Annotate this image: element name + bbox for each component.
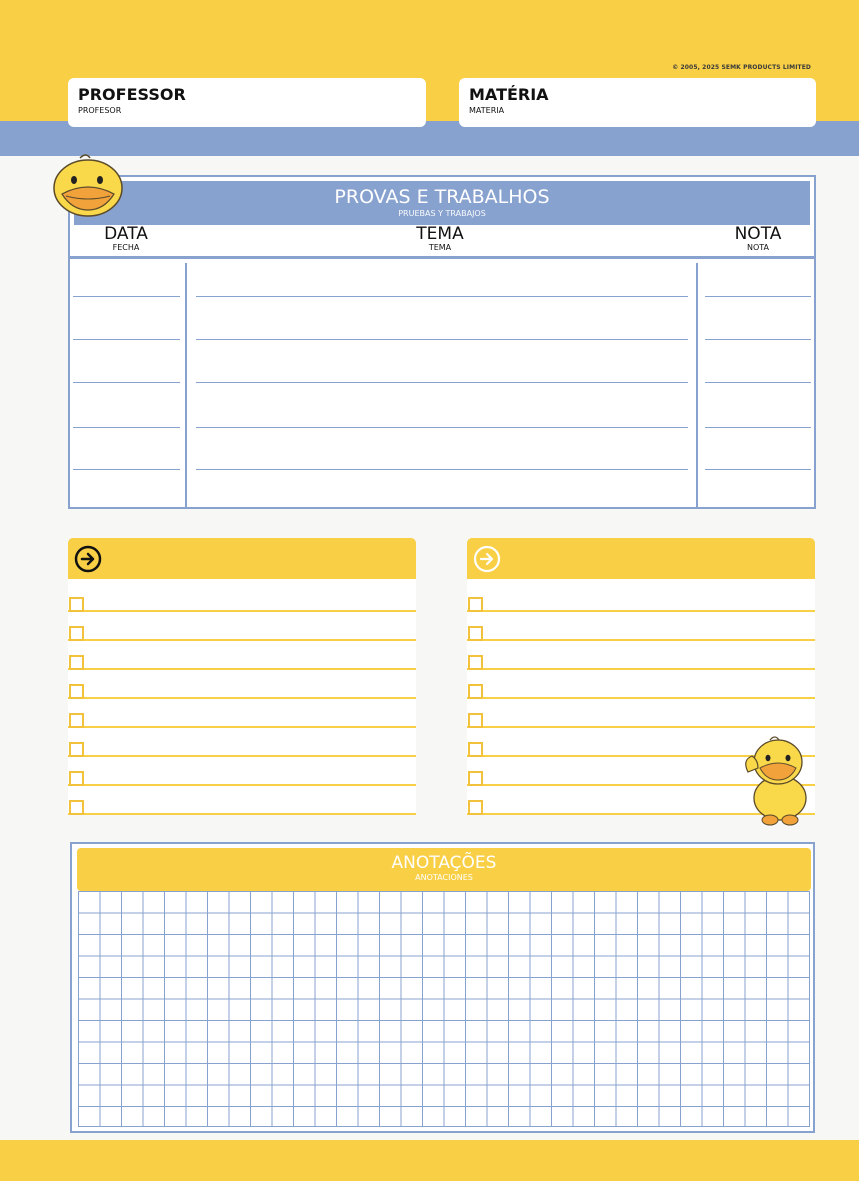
column-sublabel: TEMA (428, 243, 452, 252)
list-item[interactable] (467, 670, 815, 699)
table-row-line[interactable] (73, 296, 180, 297)
table-row-line[interactable] (196, 296, 688, 297)
checkbox[interactable] (69, 626, 84, 641)
column-sublabel: FECHA (112, 243, 140, 252)
column-label: TEMA (416, 224, 464, 244)
list-item[interactable] (68, 786, 416, 815)
materia-label: MATÉRIA (469, 85, 549, 104)
list-item[interactable] (68, 728, 416, 757)
checkbox[interactable] (468, 771, 483, 786)
header-rule (70, 256, 814, 259)
checklist-left (68, 538, 416, 815)
checkbox[interactable] (69, 713, 84, 728)
column-label: NOTA (734, 224, 782, 244)
professor-field[interactable] (68, 78, 426, 127)
notes-section (70, 842, 815, 1133)
table-row-line[interactable] (705, 339, 811, 340)
duck-head-illustration (50, 150, 128, 220)
professor-sublabel: PROFESOR (78, 106, 122, 115)
checkbox[interactable] (69, 742, 84, 757)
table-row-line[interactable] (196, 469, 688, 470)
checkbox[interactable] (69, 800, 84, 815)
checklist-header (467, 538, 815, 579)
checkbox[interactable] (468, 655, 483, 670)
arrow-right-circle-outline-icon (473, 545, 501, 573)
checkbox[interactable] (69, 597, 84, 612)
checkbox[interactable] (69, 771, 84, 786)
table-row-line[interactable] (705, 469, 811, 470)
materia-sublabel: MATERIA (469, 106, 505, 115)
checkbox[interactable] (69, 655, 84, 670)
checkbox[interactable] (468, 742, 483, 757)
table-row-line[interactable] (705, 382, 811, 383)
checkbox[interactable] (468, 626, 483, 641)
professor-label: PROFESSOR (78, 85, 186, 104)
list-item[interactable] (68, 583, 416, 612)
duck-standing-illustration (740, 732, 814, 828)
bottom-yellow-band (0, 1140, 859, 1181)
list-item[interactable] (467, 583, 815, 612)
table-row-line[interactable] (73, 469, 180, 470)
notes-subtitle: ANOTACIONES (415, 873, 473, 882)
list-item[interactable] (68, 699, 416, 728)
checkbox[interactable] (468, 713, 483, 728)
provas-title: PROVAS E TRABALHOS (334, 186, 550, 208)
list-item[interactable] (68, 641, 416, 670)
checkbox[interactable] (69, 684, 84, 699)
list-item[interactable] (68, 612, 416, 641)
checkbox[interactable] (468, 800, 483, 815)
provas-subtitle: PRUEBAS Y TRABAJOS (398, 209, 486, 218)
checkbox[interactable] (468, 597, 483, 612)
materia-field[interactable] (459, 78, 816, 127)
table-row-line[interactable] (196, 339, 688, 340)
table-row-line[interactable] (196, 427, 688, 428)
list-item[interactable] (68, 670, 416, 699)
column-label: DATA (104, 224, 148, 244)
notes-title: ANOTAÇÕES (391, 853, 497, 873)
column-sublabel: NOTA (746, 243, 770, 252)
copyright-notice: © 2005, 2025 SEMK PRODUCTS LIMITED (672, 64, 811, 71)
column-header-nota (710, 225, 806, 252)
provas-table (68, 175, 816, 509)
column-divider (696, 263, 698, 507)
column-divider (185, 263, 187, 507)
table-row-line[interactable] (705, 296, 811, 297)
checklist-header (68, 538, 416, 579)
column-header-data (78, 225, 174, 252)
table-row-line[interactable] (73, 382, 180, 383)
list-item[interactable] (467, 612, 815, 641)
notes-grid[interactable] (78, 891, 810, 1127)
notes-header (77, 848, 811, 891)
arrow-right-circle-icon (74, 545, 102, 573)
provas-header (74, 181, 810, 225)
table-row-line[interactable] (196, 382, 688, 383)
list-item[interactable] (467, 699, 815, 728)
column-header-tema (390, 225, 490, 252)
table-row-line[interactable] (73, 339, 180, 340)
checkbox[interactable] (468, 684, 483, 699)
list-item[interactable] (68, 757, 416, 786)
table-row-line[interactable] (73, 427, 180, 428)
list-item[interactable] (467, 641, 815, 670)
table-row-line[interactable] (705, 427, 811, 428)
